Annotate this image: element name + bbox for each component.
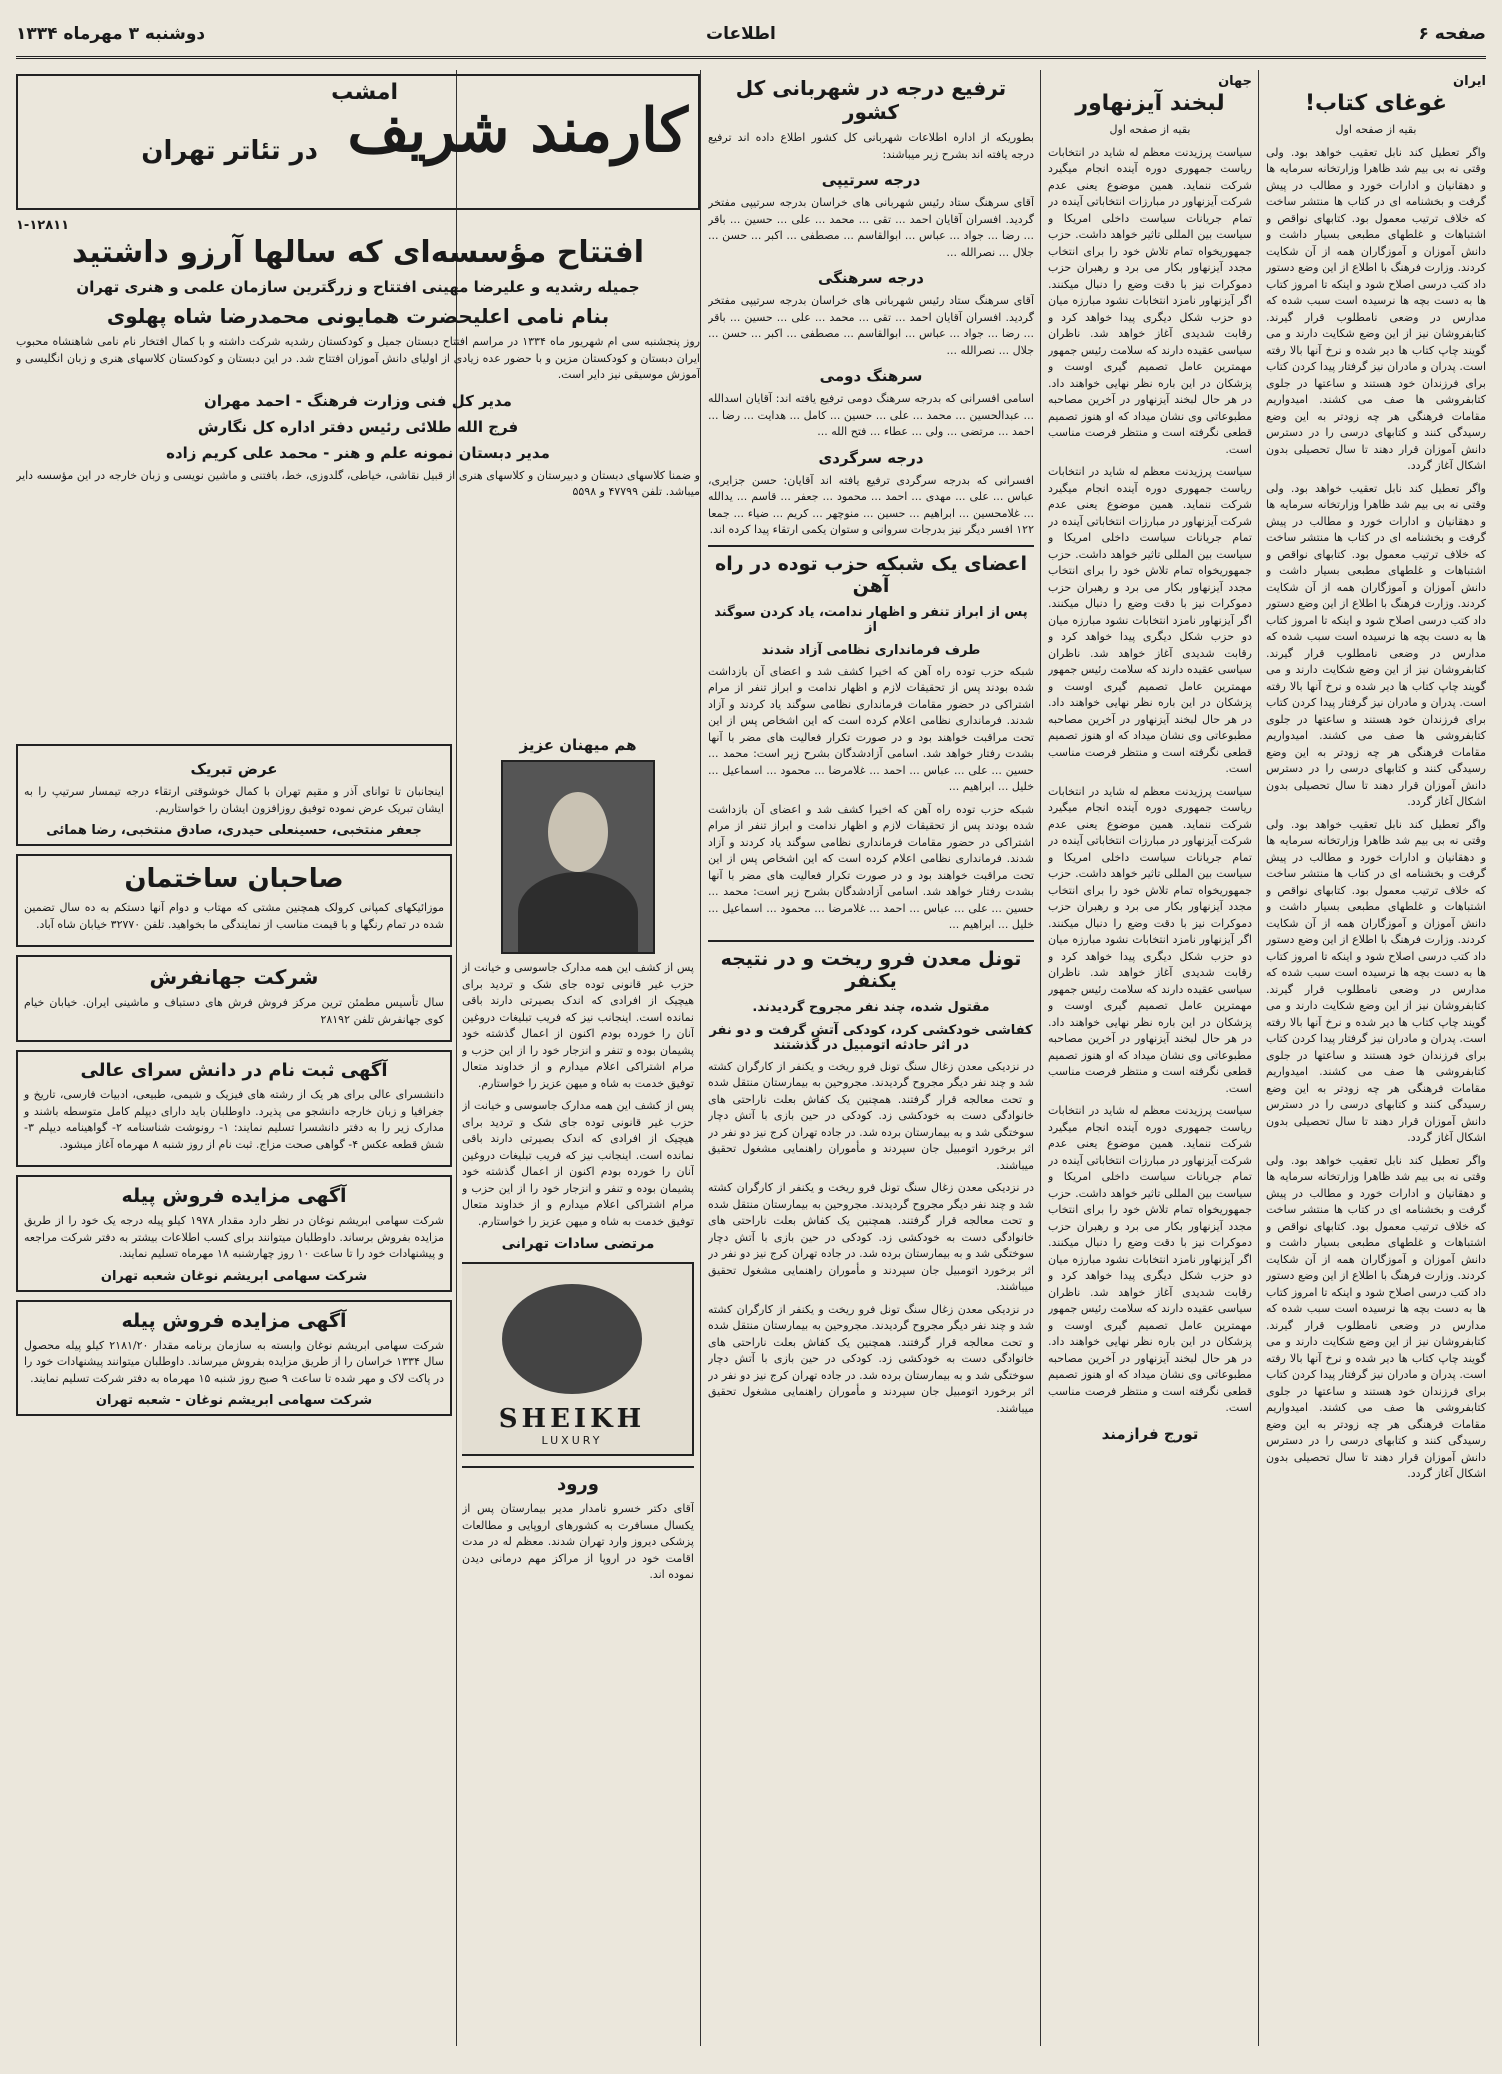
column-world	[1048, 74, 1252, 2044]
congrats-body: اینجانبان تا توانای آذر و مقیم تهران با کمال خوشوقتی ارتقاء درجه تیمسار سرتیپ را به ایشان تبریک عرض نموده توفیق روزافزون ایشان را خواستاریم.	[24, 785, 444, 815]
article-body-cont: واگر تعطیل کند نابل تعقیب خواهد بود. ولی وقتی نه بی بیم شد ظاهرا وزارتخانه سرمایه ها و دهقانیان و ادارات خورد و مطالب در پیش گرفت و بخشنامه ای در کتاب ها منتشر ساخت که خلاف ترتیب معمول بود. کتابهای نواقص و اشتباهات و غلطهای مطبعی بسیار داشت و دانش آموزان و آموزگاران همه از آن شکایت کردند. وزارت فرهنگ با اطلاع از این وضع دستور داد کتب درسی اصلاح شود و اینکه تا امروز کتاب ها به دست بچه ها نرسیده است سبب شده که مدارس در وضعی نامطلوب قرار گیرند. کتابفروشان نیز از این وضع شکایت دارند و می گویند چاپ کتاب ها دیر شده و نرخ آنها بالا رفته است. پدران و مادران نیز گرفتار پیدا کردن کتاب برای فرزندان خود هستند و ساعتها در جلوی کتابفروشی ها صف می کشند. امیدواریم مقامات فرهنگی هر چه زودتر به این وضع رسیدگی کنند و کتابهای درسی را در دسترس دانش آموزان قرار دهند تا سال تحصیلی بدون اشکال آغاز گردد.	[1266, 817, 1486, 1144]
ad-sub: LUXURY	[541, 1434, 603, 1447]
mine-body-cont: در نزدیکی معدن زغال سنگ تونل فرو ریخت و یکنفر از کارگران کشته شد و چند نفر دیگر مجروح گردیدند. مجروحین به بیمارستان منتقل شده و تحت معالجه قرار گرفتند. همچنین یک کفاش بعلت ناراحتی های خانوادگی دست به خودکشی زد. کودکی در حین بازی با آتش دچار سوختگی شد و به بیمارستان برده شد. در جاده تهران کرج نیز دو نفر در اثر برخورد اتومبیل جان سپردند و مأموران راهنمایی مشغول تحقیق میباشند.	[708, 1302, 1034, 1415]
article-body-cont: سیاست پرزیدنت معظم له شاید در انتخابات ریاست جمهوری دوره آینده انجام میگیرد شرکت ننماید. همین موضوع یعنی عدم شرکت آیزنهاور در مبارزات انتخاباتی آینده در تمام جریانات سیاست داخلی امریکا و سیاست بین المللی تاثیر خواهد داشت. حزب جمهوریخواه تمام تلاش خود را برای انتخاب مجدد آیزنهاور بکار می برد و رهبران حزب دموکرات نیز با دقت وضع را دنبال میکنند. اگر آیزنهاور نامزد انتخابات نشود مبارزه میان دو حزب شکل دیگری پیدا خواهد کرد و رقابت شدیدی آغاز خواهد شد. ناظران سیاسی عقیده دارند که سلامت رئیس جمهور مهمترین عامل تصمیم گیری اوست و پزشکان در این باره نظر نهایی خواهند داد. در هر حال لبخند آیزنهاور در آخرین مصاحبه مطبوعاتی وی نشان میداد که او هنوز تصمیم قطعی نگرفته است و منتظر فرصت مناسب است.	[1048, 465, 1252, 775]
column-rule	[1040, 70, 1041, 2046]
section-label: ایران	[1453, 74, 1486, 89]
newspaper-page	[16, 14, 1486, 2046]
mine-deck: مقتول شده، چند نفر مجروح گردیدند.	[752, 999, 990, 1015]
building-title: صاحبان ساختمان	[124, 864, 344, 894]
statement-body: پس از کشف این همه مدارک جاسوسی و خیانت از حزب غیر قانونی توده جای شک و تردید برای هیچیک از افرادی که اندک بصیرتی دارند باقی نمانده است. اینجانب نیز که فریب تبلیغات دروغین آنان را خورده بودم اکنون از اعمال گذشته خود پشیمان بوده و تنفر و انزجار خود را از این حزب و مرام اشتراکی اعلام میدارم و از خداوند متعال توفیق خدمت به شاه و میهن عزیز را خواستارم.	[462, 961, 694, 1090]
auction-sign: شرکت سهامی ابریشم نوغان شعبه تهران	[100, 1268, 368, 1284]
congrats-ad	[16, 744, 452, 846]
rank-heading: درجه سرهنگی	[818, 269, 924, 287]
article-body: واگر تعطیل کند نابل تعقیب خواهد بود. ولی وقتی نه بی بیم شد ظاهرا وزارتخانه سرمایه ها و دهقانیان و ادارات خورد و مطالب در پیش گرفت و بخشنامه ای در کتاب ها منتشر ساخت که خلاف ترتیب معمول بود. کتابهای نواقص و اشتباهات و غلطهای مطبعی بسیار داشت و دانش آموزان و آموزگاران همه از آن شکایت کردند. وزارت فرهنگ با اطلاع از این وضع دستور داد کتب درسی اصلاح شود و اینکه تا امروز کتاب ها به دست بچه ها نرسیده است سبب شده که مدارس در وضعی نامطلوب قرار گیرند. کتابفروشان نیز از این وضع شکایت دارند و می گویند چاپ کتاب ها دیر شده و نرخ آنها بالا رفته است. پدران و مادران نیز گرفتار پیدا کردن کتاب برای فرزندان خود هستند و ساعتها در جلوی کتابفروشی ها صف می کشند. امیدواریم مقامات فرهنگی هر چه زودتر به این وضع رسیدگی کنند و کتابهای درسی را در دسترس دانش آموزان قرار دهند تا سال تحصیلی بدون اشکال آغاز گردد.	[1266, 145, 1486, 472]
sheikh-logo	[502, 1284, 642, 1394]
column-ads-bottom	[16, 744, 452, 2044]
tonight-label: امشب	[331, 80, 398, 105]
mine-deck: کفاشی خودکشی کرد، کودکی آتش گرفت و دو نفر در اثر حادثه اتومبیل در گذشتند	[709, 1022, 1033, 1053]
school-body: دانشسرای عالی برای هر یک از رشته های فیزیک و شیمی، طبیعی، ادبیات فارسی، تاریخ و جغرافیا و زبان خارجه دانشجو می پذیرد. داوطلبان باید دارای دیپلم کامل متوسطه باشند و مدارک زیر را به دفتر دانشسرا تسلیم نمایند: ۱- رونوشت شناسنامه ۲- گواهینامه دیپلم ۳- شش قطعه عکس ۴- گواهی صحت مزاج. ثبت نام از روز شنبه ۸ مهرماه آغاز میشود.	[24, 1088, 444, 1151]
building-ad	[16, 854, 452, 947]
institute-official: مدیر دبستان نمونه علم و هنر - محمد علی کریم زاده	[166, 443, 550, 462]
mine-headline: تونل معدن فرو ریخت و در نتیجه یکنفر	[720, 947, 1022, 992]
theater-name: در تئاتر تهران	[141, 136, 318, 166]
institute-body-2: و ضمنا کلاسهای دبستان و دبیرستان و کلاسهای هنری از قبیل نقاشی، خیاطی، گلدوزی، خط، بافتنی و ماشین نویسی و زبان خارجه در این مؤسسه دایر میباشد. تلفن ۴۷۷۹۹ و ۵۵۹۸	[16, 468, 700, 498]
promotion-headline: ترفیع درجه در شهربانی کل کشور	[735, 76, 1007, 124]
institute-headline: افتتاح مؤسسه‌ای که سالها آرزو داشتید	[71, 235, 645, 270]
article-body-cont: واگر تعطیل کند نابل تعقیب خواهد بود. ولی وقتی نه بی بیم شد ظاهرا وزارتخانه سرمایه ها و دهقانیان و ادارات خورد و مطالب در پیش گرفت و بخشنامه ای در کتاب ها منتشر ساخت که خلاف ترتیب معمول بود. کتابهای نواقص و اشتباهات و غلطهای مطبعی بسیار داشت و دانش آموزان و آموزگاران همه از آن شکایت کردند. وزارت فرهنگ با اطلاع از این وضع دستور داد کتب درسی اصلاح شود و اینکه تا امروز کتاب ها به دست بچه ها نرسیده است سبب شده که مدارس در وضعی نامطلوب قرار گیرند. کتابفروشان نیز از این وضع شکایت دارند و می گویند چاپ کتاب ها دیر شده و نرخ آنها بالا رفته است. پدران و مادران نیز گرفتار پیدا کردن کتاب برای فرزندان خود هستند و ساعتها در جلوی کتابفروشی ها صف می کشند. امیدواریم مقامات فرهنگی هر چه زودتر به این وضع رسیدگی کنند و کتابهای درسی را در دسترس دانش آموزان قرار دهند تا سال تحصیلی بدون اشکال آغاز گردد.	[1266, 481, 1486, 808]
column-iran	[1266, 74, 1486, 2044]
school-title: آگهی ثبت نام در دانش سرای عالی	[80, 1060, 388, 1081]
column-rule	[1258, 70, 1259, 2046]
page-number: صفحه ۶	[1418, 24, 1486, 44]
divider	[708, 545, 1034, 547]
arrival-title: ورود	[557, 1474, 599, 1495]
congrats-title: عرض تبریک	[190, 760, 278, 778]
article-body: سیاست پرزیدنت معظم له شاید در انتخابات ریاست جمهوری دوره آینده انجام میگیرد شرکت ننماید. همین موضوع یعنی عدم شرکت آیزنهاور در مبارزات انتخاباتی آینده در تمام جریانات سیاست داخلی امریکا و سیاست بین المللی تاثیر خواهد داشت. حزب جمهوریخواه تمام تلاش خود را برای انتخاب مجدد آیزنهاور بکار می برد و رهبران حزب دموکرات نیز با دقت وضع را دنبال میکنند. اگر آیزنهاور نامزد انتخابات نشود مبارزه میان دو حزب شکل دیگری پیدا خواهد کرد و رقابت شدیدی آغاز خواهد شد. ناظران سیاسی عقیده دارند که سلامت رئیس جمهور مهمترین عامل تصمیم گیری اوست و پزشکان در این باره نظر نهایی خواهند داد. در هر حال لبخند آیزنهاور در آخرین مصاحبه مطبوعاتی وی نشان میداد که او هنوز تصمیم قطعی نگرفته است و منتظر فرصت مناسب است.	[1048, 145, 1252, 456]
masthead	[16, 14, 1486, 59]
tudeh-body-cont: شبکه حزب توده راه آهن که اخیرا کشف شد و اعضای آن بازداشت شده بودند پس از تحقیقات لازم و اظهار ندامت و ابراز تنفر از مرام اشتراکی در حضور مقامات فرمانداری نظامی سوگند یاد کردند و آزاد شدند. فرمانداری نظامی اعلام کرده است که این اشخاص پس از این تحت مراقبت خواهند بود و در صورت تکرار فعالیت های مضر با آنها بشدت رفتار خواهد شد. اسامی آزادشدگان بشرح زیر است: محمد ... حسین ... علی ... عباس ... احمد ... غلامرضا ... محمود ... اسماعیل ... خلیل ... ابراهیم ...	[708, 802, 1034, 931]
newspaper-title: اطلاعات	[706, 24, 776, 44]
arrival-body: آقای دکتر خسرو نامدار مدیر بیمارستان پس از یکسال مسافرت به کشورهای اروپایی و مطالعات پزشکی دیروز وارد تهران شدند. معظم له در مدت اقامت خود در اروپا از مراکز مهم درمانی دیدن نموده اند.	[462, 1502, 694, 1581]
author-signature: تورج فرازمند	[1101, 1424, 1199, 1443]
film-title: کارمند شریف	[347, 96, 688, 166]
column-ads-top	[16, 74, 700, 734]
article-body-cont: سیاست پرزیدنت معظم له شاید در انتخابات ریاست جمهوری دوره آینده انجام میگیرد شرکت ننماید. همین موضوع یعنی عدم شرکت آیزنهاور در مبارزات انتخاباتی آینده در تمام جریانات سیاست داخلی امریکا و سیاست بین المللی تاثیر خواهد داشت. حزب جمهوریخواه تمام تلاش خود را برای انتخاب مجدد آیزنهاور بکار می برد و رهبران حزب دموکرات نیز با دقت وضع را دنبال میکنند. اگر آیزنهاور نامزد انتخابات نشود مبارزه میان دو حزب شکل دیگری پیدا خواهد کرد و رقابت شدیدی آغاز خواهد شد. ناظران سیاسی عقیده دارند که سلامت رئیس جمهور مهمترین عامل تصمیم گیری اوست و پزشکان در این باره نظر نهایی خواهند داد. در هر حال لبخند آیزنهاور در آخرین مصاحبه مطبوعاتی وی نشان میداد که او هنوز تصمیم قطعی نگرفته است و منتظر فرصت مناسب است.	[1048, 1104, 1252, 1414]
portrait-photo	[501, 760, 655, 954]
headline: لبخند آیزنهاور	[1075, 91, 1225, 116]
article-body-cont: واگر تعطیل کند نابل تعقیب خواهد بود. ولی وقتی نه بی بیم شد ظاهرا وزارتخانه سرمایه ها و دهقانیان و ادارات خورد و مطالب در پیش گرفت و بخشنامه ای در کتاب ها منتشر ساخت که خلاف ترتیب معمول بود. کتابهای نواقص و اشتباهات و غلطهای مطبعی بسیار داشت و دانش آموزان و آموزگاران همه از آن شکایت کردند. وزارت فرهنگ با اطلاع از این وضع دستور داد کتب درسی اصلاح شود و اینکه تا امروز کتاب ها به دست بچه ها نرسیده است سبب شده که مدارس در وضعی نامطلوب قرار گیرند. کتابفروشان نیز از این وضع شکایت دارند و می گویند چاپ کتاب ها دیر شده و نرخ آنها بالا رفته است. پدران و مادران نیز گرفتار پیدا کردن کتاب برای فرزندان خود هستند و ساعتها در جلوی کتابفروشی ها صف می کشند. امیدواریم مقامات فرهنگی هر چه زودتر به این وضع رسیدگی کنند و کتابهای درسی را در دسترس دانش آموزان قرار دهند تا سال تحصیلی بدون اشکال آغاز گردد.	[1266, 1153, 1486, 1480]
institute-patron: بنام نامی اعلیحضرت همایونی محمدرضا شاه پهلوی	[106, 304, 610, 328]
continued-note: بقیه از صفحه اول	[1335, 123, 1417, 136]
auction-ad-2	[16, 1300, 452, 1417]
promotion-list: آقای سرهنگ ستاد رئیس شهربانی های خراسان بدرجه سرتیپی مفتخر گردید. افسران آقایان احمد ... تقی ... محمد ... علی ... حسین ... باقر ... رضا ... جواد ... عباس ... ابوالقاسم ... مصطفی ... اکبر ... حسن ... جلال ... نصرالله ...	[708, 294, 1034, 357]
auction-title: آگهی مزایده فروش پیله	[121, 1185, 347, 1207]
promotion-list: افسرانی که بدرجه سرگردی ترفیع یافته اند آقایان: حسن جزایری، عباس ... علی ... مهدی ... احمد ... محمود ... جعفر ... قاسم ... یدالله ... غلامحسین ... ابراهیم ... حسین ... منوچهر ... کریم ... ضیاء ... جمعا ۱۲۲ افسر دیگر نیز بدرجات سروانی و ستوان یکمی ارتقاء پیدا کرده اند.	[708, 473, 1034, 536]
ad-number: ۱-۱۲۸۱۱	[16, 218, 70, 233]
section-label: جهان	[1218, 74, 1252, 89]
carpet-ad	[16, 955, 452, 1042]
tudeh-headline: اعضای یک شبکه حزب توده در راه آهن	[714, 552, 1028, 597]
mine-body: در نزدیکی معدن زغال سنگ تونل فرو ریخت و یکنفر از کارگران کشته شد و چند نفر دیگر مجروح گردیدند. مجروحین به بیمارستان منتقل شده و تحت معالجه قرار گرفتند. همچنین یک کفاش بعلت ناراحتی های خانوادگی دست به خودکشی زد. کودکی در حین بازی با آتش دچار سوختگی شد و به بیمارستان برده شد. در جاده تهران کرج نیز دو نفر در اثر برخورد اتومبیل جان سپردند و مأموران راهنمایی مشغول تحقیق میباشند.	[708, 1059, 1034, 1172]
institute-body: روز پنجشنبه سی ام شهریور ماه ۱۳۳۴ در مراسم افتتاح دبستان جمیل و کودکستان رشدیه شرکت داشته و با کمال افتخار نام نامی شاهنشاه محبوب ایران دبستان و کودکستان مزین و با حضور عده زیادی از اولیای دانش آموزان افتتاح شد. در این دبستان و کودکستان کلاسهای هنری و زبان انگلیسی و آموزش موسیقی نیز دایر است.	[16, 335, 700, 381]
statement-signature: مرتضی سادات تهرانی	[501, 1236, 655, 1252]
film-advertisement	[16, 74, 700, 210]
rank-heading: سرهنگ دومی	[819, 367, 923, 385]
column-news	[708, 74, 1034, 2044]
statement-title: هم میهنان عزیز	[519, 736, 637, 754]
headline: غوغای کتاب!	[1304, 91, 1448, 116]
institute-official: مدیر کل فنی وزارت فرهنگ - احمد مهران	[204, 391, 512, 410]
congrats-names: جعفر منتخبی، حسینعلی حیدری، صادق منتخبی، رضا همائی	[46, 823, 422, 838]
carpet-body: سال تأسیس مطمئن ترین مرکز فروش فرش های دستباف و ماشینی ایران. خیابان خیام کوی جهانفرش تلفن ۲۸۱۹۲	[24, 996, 444, 1026]
school-ad	[16, 1050, 452, 1167]
promotion-list: آقای سرهنگ ستاد رئیس شهربانی های خراسان بدرجه سرتیپی مفتخر گردید. افسران آقایان احمد ... تقی ... محمد ... علی ... حسین ... باقر ... رضا ... جواد ... عباس ... ابوالقاسم ... مصطفی ... اکبر ... حسن ... جلال ... نصرالله ...	[708, 196, 1034, 259]
auction-body: شرکت سهامی ابریشم نوغان وابسته به سازمان برنامه مقدار ۲۱۸۱/۲۰ کیلو پیله محصول سال ۱۳۳۴ خراسان را از طریق مزایده بفروش میرساند. داوطلبان میتوانند پیشنهادات خود را در پاکت لاک و مهر شده تا ساعت ۹ صبح روز شنبه ۱۵ مهرماه به دفتر شرکت تسلیم نمایند.	[24, 1338, 445, 1385]
tudeh-deck: طرف فرمانداری نظامی آزاد شدند	[761, 642, 981, 658]
institute-sub: جمیله رشدیه و علیرضا مهینی افتتاح و زرگترین سازمان علمی و هنری تهران	[76, 278, 640, 296]
institute-official: فرج الله طلائی رئیس دفتر اداره کل نگارش	[197, 417, 519, 436]
column-statement	[462, 734, 694, 2044]
statement-body-cont: پس از کشف این همه مدارک جاسوسی و خیانت از حزب غیر قانونی توده جای شک و تردید برای هیچیک از افرادی که اندک بصیرتی دارند باقی نمانده است. اینجانب نیز که فریب تبلیغات دروغین آنان را خورده بودم اکنون از اعمال گذشته خود پشیمان بوده و تنفر و انزجار خود را از این حزب و مرام اشتراکی اعلام میدارم و از خداوند متعال توفیق خدمت به شاه و میهن عزیز را خواستارم.	[462, 1099, 694, 1228]
promotion-list: اسامی افسرانی که بدرجه سرهنگ دومی ترفیع یافته اند: آقایان اسدالله ... عبدالحسین ... محمد ... علی ... حسین ... کامل ... هدایت ... رضا ... احمد ... مرتضی ... ولی ... عطاء ... فتح الله ...	[708, 392, 1034, 438]
promotion-lede: بطوریکه از اداره اطلاعات شهربانی کل کشور اطلاع داده اند ترفیع درجه یافته اند بشرح زیر میباشند:	[708, 131, 1034, 161]
ad-brand: SHEIKH	[498, 1404, 646, 1434]
rank-heading: درجه سرگردی	[818, 448, 924, 467]
auction-ad-1	[16, 1175, 452, 1292]
rank-heading: درجه سرتیپی	[821, 171, 921, 189]
divider	[708, 940, 1034, 942]
column-rule	[700, 70, 701, 2046]
building-body: موزائیکهای کمپانی کرولک همچنین مشتی که مهتاب و دوام آنها دستکم به ده سال تضمین شده در تمام رنگها و با قیمت مناسب از نمایندگی ما بخواهید. تلفن ۳۲۷۷۰ خیابان شاه آباد.	[24, 901, 444, 931]
divider	[462, 1466, 694, 1468]
continued-note: بقیه از صفحه اول	[1109, 123, 1191, 136]
article-body-cont: سیاست پرزیدنت معظم له شاید در انتخابات ریاست جمهوری دوره آینده انجام میگیرد شرکت ننماید. همین موضوع یعنی عدم شرکت آیزنهاور در مبارزات انتخاباتی آینده در تمام جریانات سیاست داخلی امریکا و سیاست بین المللی تاثیر خواهد داشت. حزب جمهوریخواه تمام تلاش خود را برای انتخاب مجدد آیزنهاور بکار می برد و رهبران حزب دموکرات نیز با دقت وضع را دنبال میکنند. اگر آیزنهاور نامزد انتخابات نشود مبارزه میان دو حزب شکل دیگری پیدا خواهد کرد و رقابت شدیدی آغاز خواهد شد. ناظران سیاسی عقیده دارند که سلامت رئیس جمهور مهمترین عامل تصمیم گیری اوست و پزشکان در این باره نظر نهایی خواهند داد. در هر حال لبخند آیزنهاور در آخرین مصاحبه مطبوعاتی وی نشان میداد که او هنوز تصمیم قطعی نگرفته است و منتظر فرصت مناسب است.	[1048, 784, 1252, 1095]
issue-date: دوشنبه ۳ مهرماه ۱۳۳۴	[16, 24, 206, 44]
auction-body: شرکت سهامی ابریشم نوغان در نظر دارد مقدار ۱۹۷۸ کیلو پیله درجه یک خود را از طریق مزایده بفروش برساند. داوطلبان میتوانند برای کسب اطلاعات بیشتر به دفتر شرکت مراجعه و پیشنهادات خود را تا ساعت ۱۰ روز چهارشنبه ۱۸ مهرماه تسلیم نمایند.	[24, 1214, 444, 1260]
tudeh-deck: پس از ابراز تنفر و اظهار ندامت، یاد کردن سوگند از	[714, 604, 1028, 635]
auction-sign: شرکت سهامی ابریشم نوغان - شعبه تهران	[95, 1393, 373, 1408]
carpet-title: شرکت جهانفرش	[149, 965, 319, 989]
sheikh-advertisement	[462, 1262, 694, 1456]
mine-body-cont: در نزدیکی معدن زغال سنگ تونل فرو ریخت و یکنفر از کارگران کشته شد و چند نفر دیگر مجروح گردیدند. مجروحین به بیمارستان منتقل شده و تحت معالجه قرار گرفتند. همچنین یک کفاش بعلت ناراحتی های خانوادگی دست به خودکشی زد. کودکی در حین بازی با آتش دچار سوختگی شد و به بیمارستان برده شد. در جاده تهران کرج نیز دو نفر در اثر برخورد اتومبیل جان سپردند و مأموران راهنمایی مشغول تحقیق میباشند.	[708, 1181, 1034, 1293]
tudeh-body: شبکه حزب توده راه آهن که اخیرا کشف شد و اعضای آن بازداشت شده بودند پس از تحقیقات لازم و اظهار ندامت و ابراز تنفر از مرام اشتراکی در حضور مقامات فرمانداری نظامی سوگند یاد کردند و آزاد شدند. فرمانداری نظامی اعلام کرده است که این اشخاص پس از این تحت مراقبت خواهند بود و در صورت تکرار فعالیت های مضر با آنها بشدت رفتار خواهد شد. اسامی آزادشدگان بشرح زیر است: محمد ... حسین ... علی ... عباس ... احمد ... غلامرضا ... محمود ... اسماعیل ... خلیل ... ابراهیم ...	[708, 664, 1034, 793]
auction-title: آگهی مزایده فروش پیله	[121, 1309, 347, 1332]
